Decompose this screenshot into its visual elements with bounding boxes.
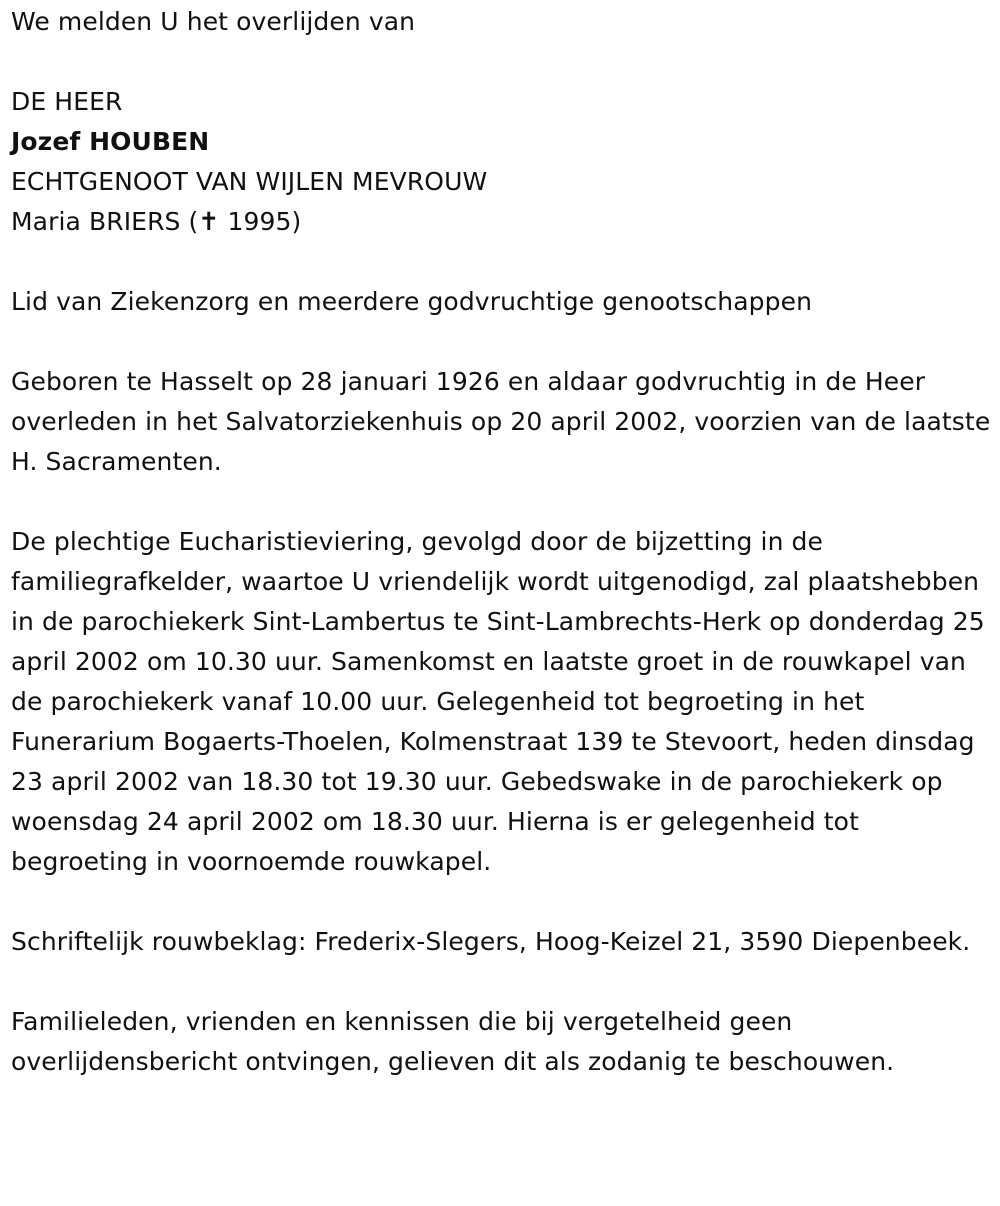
honorific: DE HEER: [11, 87, 123, 116]
spacer: [11, 482, 991, 522]
spacer: [11, 322, 991, 362]
spacer: [11, 882, 991, 922]
deceased-name: Jozef HOUBEN: [11, 127, 210, 156]
condolences-paragraph: Schriftelijk rouwbeklag: Frederix-Slegers, Hoog-Keizel 21, 3590 Diepenbeek.: [11, 927, 971, 956]
intro-text: We melden U het overlijden van: [11, 7, 416, 36]
spacer: [11, 42, 991, 82]
spacer: [11, 962, 991, 1002]
relation-text: ECHTGENOOT VAN WIJLEN MEVROUW: [11, 167, 488, 196]
obituary-notice: [11, 2, 991, 1082]
birth-death-paragraph: Geboren te Hasselt op 28 januari 1926 en aldaar godvruchtig in de Heer overleden in het Salvatorziekenhuis op 20 april 2002, voorzien van de laatste H. Sacramenten.: [11, 367, 991, 476]
spouse-name: Maria BRIERS (✝ 1995): [11, 207, 302, 236]
ceremony-paragraph: De plechtige Eucharistieviering, gevolgd door de bijzetting in de familiegrafkelder, waartoe U vriendelijk wordt uitgenodigd, zal plaatshebben in de parochiekerk Sint-Lambertus te Sint-Lambrechts-Herk op donderdag 25 april 2002 om 10.30 uur. Samenkomst en laatste groet in de rouwkapel van de parochiekerk vanaf 10.00 uur. Gelegenheid tot begroeting in het Funerarium Bogaerts-Thoelen, Kolmenstraat 139 te Stevoort, heden dinsdag 23 april 2002 van 18.30 tot 19.30 uur. Gebedswake in de parochiekerk op woensdag 24 april 2002 om 18.30 uur. Hierna is er gelegenheid tot begroeting in voornoemde rouwkapel.: [11, 527, 985, 876]
spacer: [11, 242, 991, 282]
membership-text: Lid van Ziekenzorg en meerdere godvruchtige genootschappen: [11, 287, 813, 316]
closing-paragraph: Familieleden, vrienden en kennissen die bij vergetelheid geen overlijdensbericht ontvingen, gelieven dit als zodanig te beschouwen.: [11, 1007, 895, 1076]
